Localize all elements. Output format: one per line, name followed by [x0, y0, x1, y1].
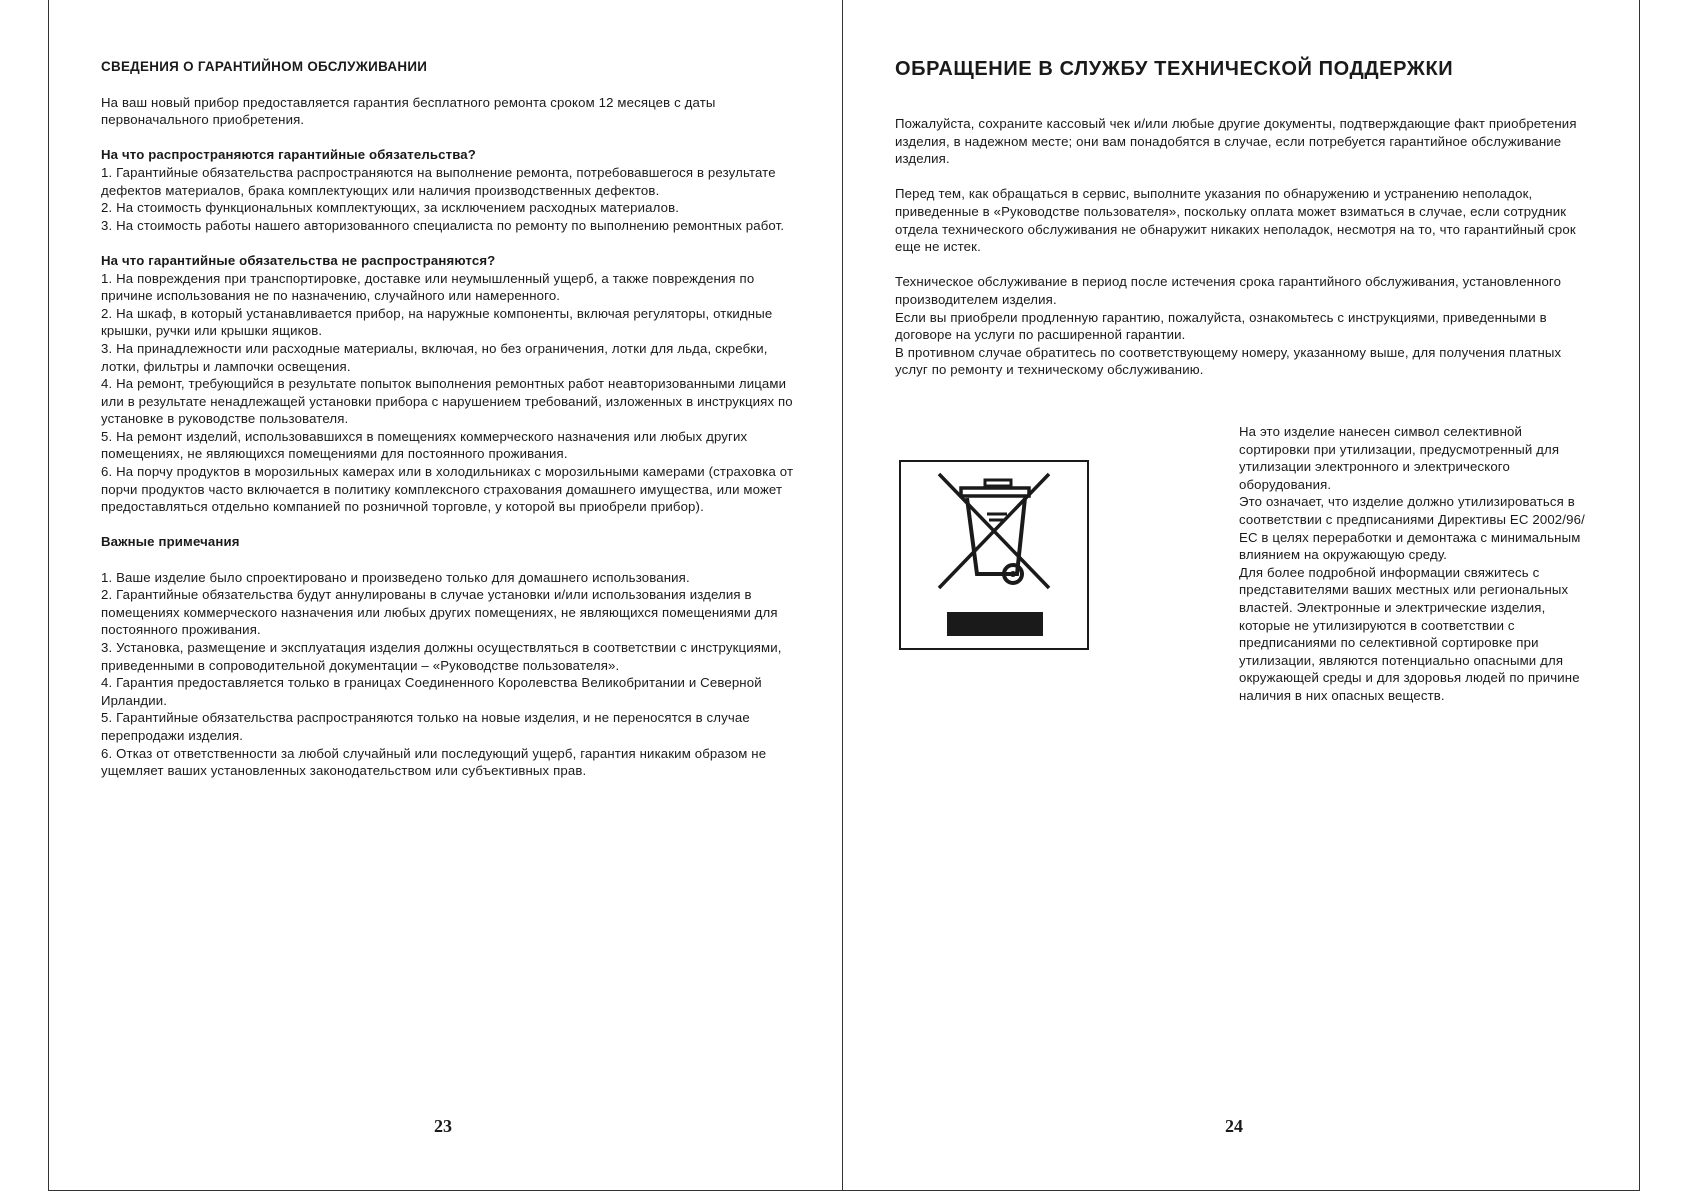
list-item: 1. Ваше изделие было спроектировано и произведено только для домашнего использования.	[101, 569, 690, 585]
not-covered-list	[101, 270, 801, 516]
service-paragraph-line: Если вы приобрели продленную гарантию, пожалуйста, ознакомьтесь с инструкциями, приведенными в договоре на услуги по расширенной гарантии.	[895, 309, 1547, 343]
weee-paragraph-line: Для более подробной информации свяжитесь с представителями ваших местных или региональных властей. Электронные и электрические изделия, которые не утилизируются в соответствии с предписаниями по селективной сортировке при утилизации, являются потенциально опасными для окружающей среды и для здоровья людей по причине наличия в них опасных веществ.	[1239, 564, 1580, 703]
list-item: 5. Гарантийные обязательства распространяются только на новые изделия, и не переносятся в случае перепродажи изделия.	[101, 710, 750, 743]
page-24	[843, 0, 1639, 1191]
page-number: 23	[434, 1116, 452, 1136]
page-title: ОБРАЩЕНИЕ В СЛУЖБУ ТЕХНИЧЕСКОЙ ПОДДЕРЖКИ	[895, 58, 1454, 80]
service-paragraph-line: Техническое обслуживание в период после истечения срока гарантийного обслуживания, установленного производителем изделия.	[895, 274, 1562, 307]
support-text-column	[895, 115, 1595, 379]
receipt-paragraph: Пожалуйста, сохраните кассовый чек и/или любые другие документы, подтверждающие факт приобретения изделия, в надежном месте; они вам понадобятся в случае, если потребуется гарантийное обслуживание изделия.	[895, 116, 1577, 167]
list-item: 4. Гарантия предоставляется только в границах Соединенного Королевства Великобритании и Северной Ирландии.	[101, 675, 762, 708]
list-item: 3. Установка, размещение и эксплуатация изделия должны осуществляться в соответствии с инструкциями, приведенными в сопроводительной документации – «Руководстве пользователя».	[101, 640, 782, 673]
covered-heading: На что распространяются гарантийные обязательства?	[101, 147, 476, 163]
important-notes-list	[101, 569, 801, 780]
list-item: 6. Отказ от ответственности за любой случайный или последующий ущерб, гарантия никаким образом не ущемляет ваших установленных законодательством или субъективных прав.	[101, 745, 767, 779]
weee-paragraph-line: Это означает, что изделие должно утилизироваться в соответствии с предписаниями Директивы ЕС 2002/96/ЕС в целях переработки и демонтажа с минимальным влиянием на окружающую среду.	[1239, 494, 1585, 563]
list-item: 2. На стоимость функциональных комплектующих, за исключением расходных материалов.	[101, 200, 680, 216]
page-border-right	[1639, 0, 1640, 1191]
not-covered-heading: На что гарантийные обязательства не распространяются?	[101, 252, 496, 268]
list-item: 3. На принадлежности или расходные материалы, включая, но без ограничения, лотки для льда, скребки, лотки, фильтры и лампочки освещения.	[101, 340, 768, 374]
list-item: 1. Гарантийные обязательства распространяются на выполнение ремонта, потребовавшегося в результате дефектов материалов, брака комплектующих или наличия производственных дефектов.	[101, 164, 776, 198]
list-item: 1. На повреждения при транспортировке, доставке или неумышленный ущерб, а также повреждения по причине использования не по назначению, случайного или намеренного.	[101, 270, 755, 304]
list-item: 4. На ремонт, требующийся в результате попыток выполнения ремонтных работ неавторизованными лицами или в результате ненадлежащей установки прибора с нарушением требований, изложенных в инструкциях по установке в руководстве пользователя.	[101, 376, 793, 427]
service-paragraph-line: В противном случае обратитесь по соответствующему номеру, указанному выше, для получения платных услуг по ремонту и техническому обслуживанию.	[895, 344, 1562, 378]
page-number: 24	[1225, 1116, 1243, 1136]
weee-description	[1239, 423, 1591, 705]
list-item: 6. На порчу продуктов в морозильных камерах или в холодильниках с морозильными камерами (страховка от порчи продуктов часто включается в политику комплексного страхования домашнего имущества, или может предоставляться отдельно компанией по розничной торговле, у которой вы приобрели прибор).	[101, 464, 794, 515]
weee-paragraph-line: На это изделие нанесен символ селективной сортировки при утилизации, предусмотренный для утилизации электронного и электрического оборудования.	[1239, 424, 1560, 492]
warranty-text-column	[101, 58, 801, 780]
list-item: 3. На стоимость работы нашего авторизованного специалиста по ремонту по выполнению ремонтных работ.	[101, 217, 785, 233]
page-title: СВЕДЕНИЯ О ГАРАНТИЙНОМ ОБСЛУЖИВАНИИ	[101, 59, 428, 74]
important-notes-heading: Важные примечания	[101, 534, 240, 550]
warranty-intro: На ваш новый прибор предоставляется гарантия бесплатного ремонта сроком 12 месяцев с даты первоначального приобретения.	[101, 94, 716, 128]
list-item: 2. На шкаф, в который устанавливается прибор, на наружные компоненты, включая регуляторы, откидные крышки, ручки или крышки ящиков.	[101, 305, 773, 339]
page-23	[49, 0, 842, 1191]
weee-symbol	[899, 460, 1089, 650]
troubleshooting-paragraph: Перед тем, как обращаться в сервис, выполните указания по обнаружению и устранению неполадок, приведенные в «Руководстве пользователя», поскольку оплата может взиматься в случае, если сотрудник отдела технического обслуживания не обнаружит никаких неполадок, несмотря на то, что гарантийный срок еще не истек.	[895, 186, 1576, 255]
covered-list	[101, 164, 801, 234]
list-item: 5. На ремонт изделий, использовавшихся в помещениях коммерческого назначения или любых других помещениях, не являющихся помещениями для постоянного проживания.	[101, 428, 748, 462]
list-item: 2. Гарантийные обязательства будут аннулированы в случае установки и/или использования изделия в помещениях коммерческого назначения или любых других помещениях, не являющихся помещениями для постоянного проживания.	[101, 587, 778, 638]
crossed-out-wheelie-bin-icon	[901, 462, 1087, 648]
